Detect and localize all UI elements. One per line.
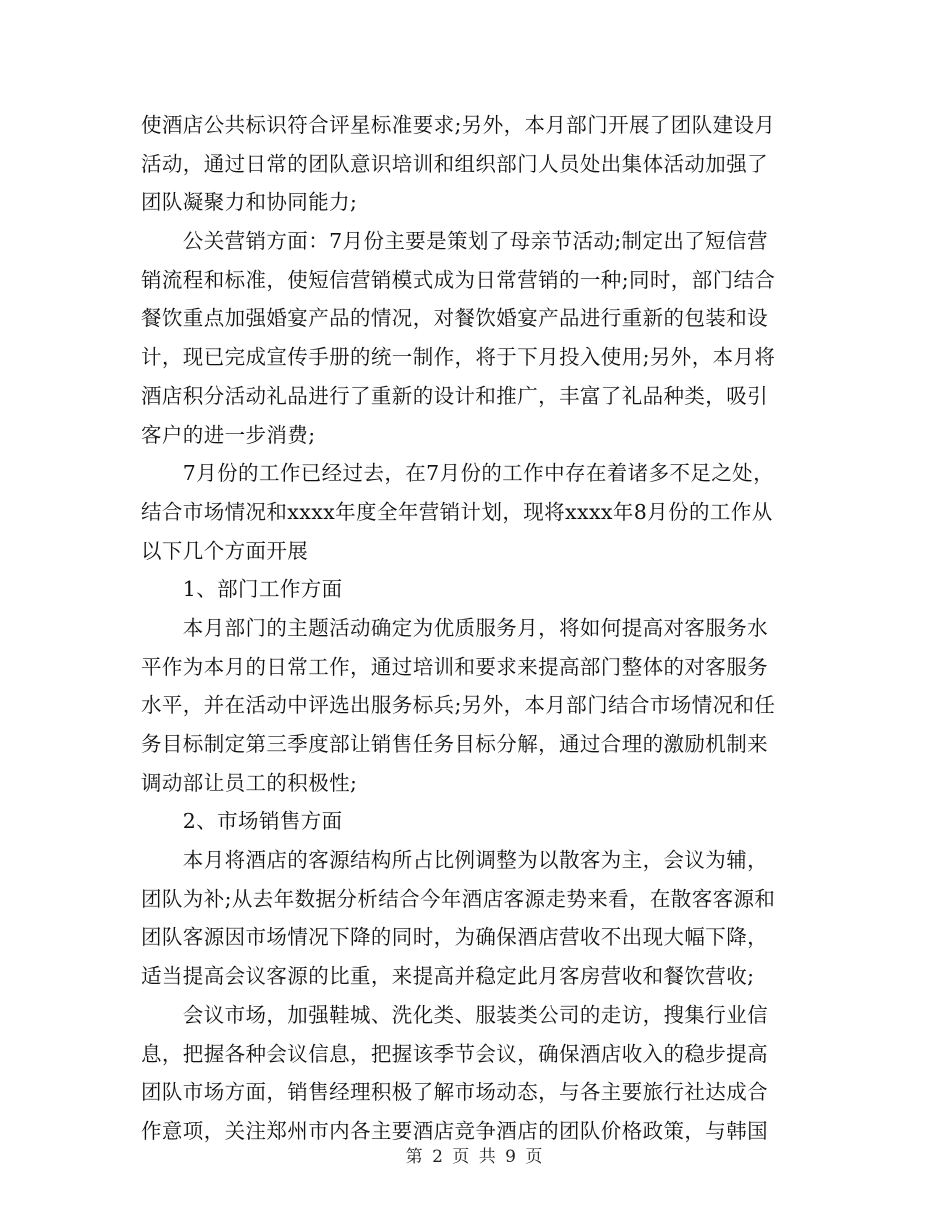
text-line: 适当提高会议客源的比重，来提高并稳定此月客房营收和餐饮营收; [141,964,755,989]
text-line: 作意项，关注郑州市内各主要酒店竞争酒店的团队价格政策，与韩国 [141,1118,768,1143]
text-line: 使酒店公共标识符合评星标准要求;另外，本月部门开展了团队建设月 [141,113,776,137]
text-line: 活动，通过日常的团队意识培训和组织部门人员处出集体活动加强了 [141,151,768,176]
text-line: 7月份的工作已经过去，在7月份的工作中存在着诸多不足之处， [141,461,774,486]
text-line: 酒店积分活动礼品进行了重新的设计和推广，丰富了礼品种类，吸引 [141,383,768,408]
text-line: 公关营销方面：7月份主要是策划了母亲节活动;制定出了短信营 [141,229,768,254]
text-line: 调动部让员工的积极性; [141,770,358,795]
section-heading: 2、市场销售方面 [141,809,343,834]
text-line: 销流程和标准，使短信营销模式成为日常营销的一种;同时，部门结合 [141,267,776,292]
text-line: 团队为补;从去年数据分析结合今年酒店客源走势来看，在散客客源和 [141,886,776,911]
text-line: 结合市场情况和xxxx年度全年营销计划，现将xxxx年8月份的工作从 [141,499,773,524]
document-body [141,106,811,1151]
page-number-footer: 第 2 页 共 9 页 [405,1147,545,1167]
text-line: 以下几个方面开展 [141,538,309,563]
text-line: 本月部门的主题活动确定为优质服务月，将如何提高对客服务水 [141,615,768,640]
text-line: 水平，并在活动中评选出服务标兵;另外，本月部门结合市场情况和任 [141,693,776,718]
text-line: 计，现已完成宣传手册的统一制作，将于下月投入使用;另外，本月将 [141,345,776,370]
text-line: 务目标制定第三季度部让销售任务目标分解，通过合理的激励机制来 [141,732,768,756]
text-line: 团队客源因市场情况下降的同时，为确保酒店营收不出现大幅下降， [141,925,768,950]
text-line: 本月将酒店的客源结构所占比例调整为以散客为主，会议为辅， [141,848,768,873]
text-line: 客户的进一步消费; [141,422,316,447]
text-line: 餐饮重点加强婚宴产品的情况，对餐饮婚宴产品进行重新的包装和设 [141,306,768,331]
text-line: 息，把握各种会议信息，把握该季节会议，确保酒店收入的稳步提高 [141,1041,768,1066]
section-heading: 1、部门工作方面 [141,577,343,602]
text-line: 平作为本月的日常工作，通过培训和要求来提高部门整体的对客服务 [141,654,768,679]
text-line: 会议市场，加强鞋城、洗化类、服装类公司的走访，搜集行业信 [141,1002,768,1027]
text-line: 团队凝聚力和协同能力; [141,190,358,215]
text-line: 团队市场方面，销售经理积极了解市场动态，与各主要旅行社达成合 [141,1080,768,1105]
